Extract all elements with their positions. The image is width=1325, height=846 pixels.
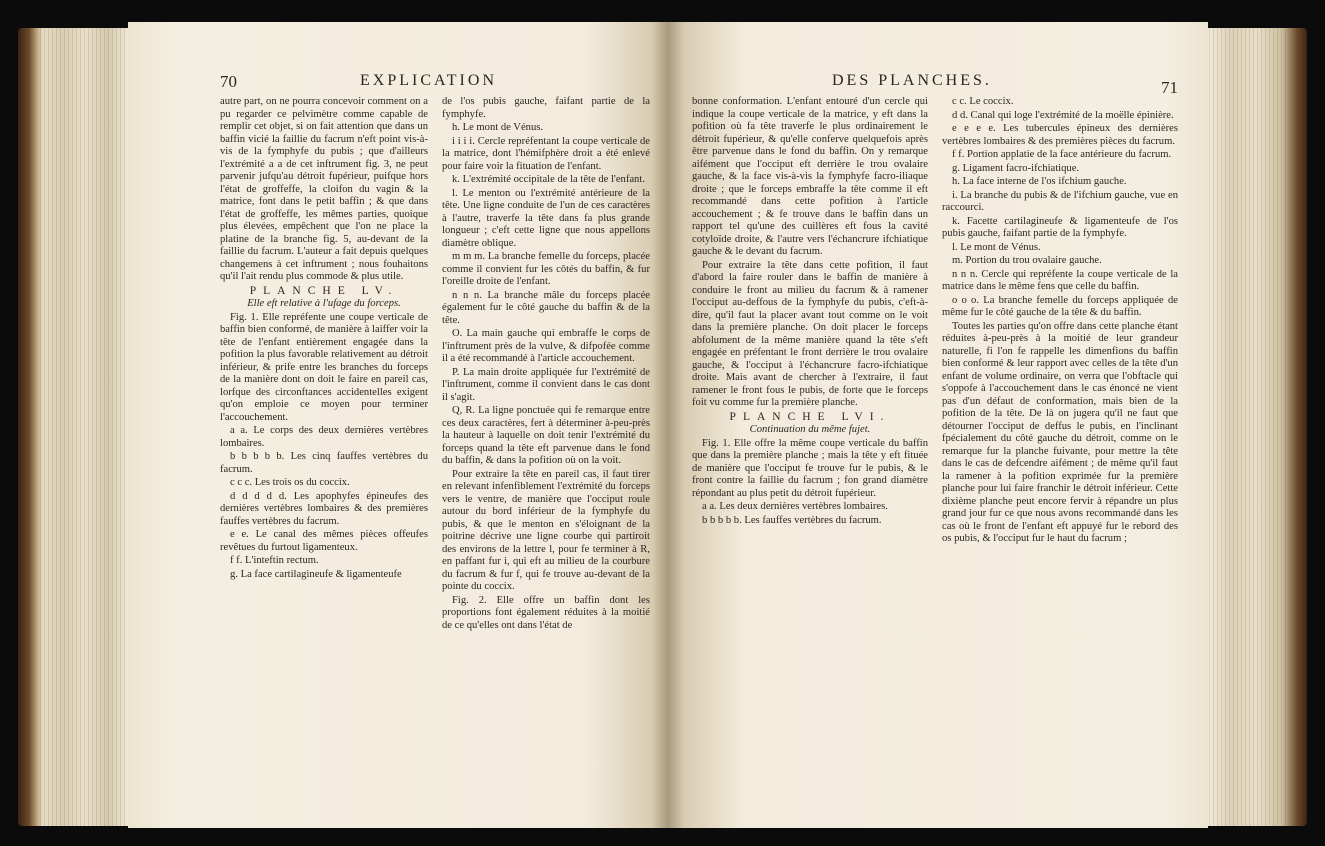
legend-entry: h. Le mont de Vénus.	[452, 122, 544, 133]
legend-entry: c c. Le coccix.	[952, 96, 1014, 107]
legend-entry: Q, R. La ligne ponctuée qui fe remarque entre ces deux caractères, fert à déterminer à-peu-près la hauteur à laquelle on doit tenir l'extrémité du forceps quand la tête eft parvenue dans le fond du baffin, & dans la pofition où on la voit.	[442, 405, 650, 466]
legend-entry: c c c. Les trois os du coccix.	[230, 477, 350, 488]
left-running-title: EXPLICATION	[360, 72, 497, 89]
legend-entry: e e e e. Les tubercules épineux des dernières vertèbres lombaires & des premières pièces du facrum.	[942, 123, 1178, 147]
legend-entry: l. Le mont de Vénus.	[952, 241, 1041, 253]
legend-entry: n n n. Cercle qui repréfente la coupe verticale de la matrice dans le même fens que celle du baffin.	[942, 268, 1178, 292]
legend-entry: e e. Le canal des mêmes pièces offeufes revêtues du furtout ligamenteux.	[220, 529, 428, 553]
right-page	[668, 22, 1208, 828]
paragraph: Fig. 2. Elle offre un baffin dont les proportions font également réduites à la moitié de ce qu'elles ont dans l'état de	[442, 594, 650, 631]
paragraph: Toutes les parties qu'on offre dans cette planche étant réduites à-peu-près à la moitié de leur grandeur naturelle, fi l'on fe rappelle les dimenfions du baffin bien conformé & leur rapport avec celles de la tête d'un enfant de volume ordinaire, on verra que l'obftacle qui s'oppofe à l'accouchement dans le cas énoncé ne vient pas d'un défaut de conformation, mais bien de la pofition de la tête. De là on jugera qu'il ne faut que détourner l'occiput de deffus le pubis, en l'inclinant fpécialement du côté gauche du détroit, comme on le remarque fur la planche fuivante, pour mettre la tête dans le cas de defcendre aifément ; de même qu'il faut la ramener à la pofition exprimée fur la première planche pour lui faire franchir le détroit inférieur. Cette dixième planche peut encore fervir à répandre un plus grand jour fur ce que nous avons recommandé dans les cas où le front de l'enfant eft appuyé fur le rebord des os pubis, & l'occiput fur le haut du facrum ;	[942, 320, 1178, 544]
legend-entry: O. La main gauche qui embraffe le corps de l'inftrument près de la vulve, & difpofée comme il a été recommandé à l'article accouchement.	[442, 328, 650, 364]
legend-entry: b b b b b. Les cinq fauffes vertèbres du facrum.	[220, 451, 428, 475]
legend-entry: b b b b b. Les fauffes vertèbres du facrum.	[702, 514, 882, 526]
legend-entry: i. La branche du pubis & de l'ifchium gauche, vue en raccourci.	[942, 189, 1178, 213]
legend-entry: a a. Les deux dernières vertèbres lombaires.	[702, 501, 888, 512]
left-page-number: 70	[220, 72, 237, 91]
legend-entry: a a. Le corps des deux dernières vertèbres lombaires.	[220, 425, 428, 449]
paragraph: Pour extraire la tête en pareil cas, il faut tirer en relevant infenfiblement l'extrémité du forceps vers le ventre, de manière que l'occiput roule autour du bord inférieur de la fymphyfe du pubis, & que le menton en s'éloignant de la poitrine décrive une ligne courbe qui partiroit des environs de la lettre l, pour fe terminer à R, en paffant fur i, qui eft au milieu de la courbure du facrum & fur f, qui fe trouve au-devant de la pointe du coccix.	[442, 468, 650, 592]
book-edge-right	[1207, 28, 1307, 826]
legend-entry: g. La face cartilagineufe & ligamenteufe	[230, 568, 402, 580]
legend-entry: i i i i. Cercle repréfentant la coupe verticale de la matrice, dont l'hémifphère droit a été enlevé pour faire voir la fituation de l'enfant.	[442, 135, 650, 172]
paragraph: Fig. 1. Elle offre la même coupe verticale du baffin que dans la première planche ; mais la tête y eft fituée de manière que l'occiput fe trouve fur le pubis, & le front contre la faillie du facrum ; fon grand diamètre répondant au plus petit du détroit fupérieur.	[692, 437, 928, 499]
right-column-1	[692, 96, 928, 716]
paragraph: Fig. 1. Elle repréfente une coupe verticale de baffin bien conformé, de manière à laiffer voir la tête de l'enfant entièrement engagée dans la pofition la plus favorable relativement au détroit inférieur, & prife entre les branches du forceps de la manière dont on doit le faire en pareil cas, lorfque des circonftances accidentelles exigent qu'on emploie ce moyen pour terminer l'accouchement.	[220, 311, 428, 423]
left-page	[128, 22, 668, 828]
plate-subtitle: Elle eft relative à l'ufage du forceps.	[247, 298, 401, 309]
legend-entry: n n n. La branche mâle du forceps placée également fur le côté gauche du baffin & de la tête.	[442, 289, 650, 326]
right-column-2	[942, 96, 1178, 716]
legend-entry: m m m. La branche femelle du forceps, placée comme il convient fur les côtés du baffin, & fur l'oreille droite de l'enfant.	[442, 251, 650, 287]
legend-entry: d d d d d. Les apophyfes épineufes des dernières vertèbres lombaires & des premières fauffes vertèbres du facrum.	[220, 490, 428, 527]
legend-entry: h. La face interne de l'os ifchium gauche.	[952, 176, 1127, 187]
left-column-1	[220, 96, 428, 716]
right-running-head	[692, 72, 1178, 97]
legend-entry: f f. Portion applatie de la face antérieure du facrum.	[952, 149, 1172, 160]
left-running-head	[220, 72, 650, 92]
legend-entry: d d. Canal qui loge l'extrémité de la moëlle épinière.	[952, 109, 1174, 121]
legend-entry: g. Ligament facro-ifchiatique.	[952, 162, 1080, 174]
plate-heading: PLANCHE LV.	[249, 284, 399, 297]
legend-entry: o o o. La branche femelle du forceps appliquée de même fur le côté gauche de la tête & du baffin.	[942, 294, 1178, 318]
plate-heading: PLANCHE LVI.	[729, 410, 891, 423]
right-running-title: DES PLANCHES.	[832, 72, 992, 89]
paragraph: bonne conformation. L'enfant entouré d'un cercle qui indique la coupe verticale de la matrice, y eft dans la pofition où fa tête traverfe le plus ordinairement le détroit fupérieur, & qu'elle conferve quelquefois après être parvenue dans le fond du baffin. On y remarque aifément que l'occiput eft derrière le trou ovalaire gauche, & la face vis-à-vis la fymphyfe facro-iliaque droite ; que le forceps embraffe la tête comme il eft recommandé dans cette pofition à l'article accouchement ; & fe trouve dans le baffin dans un rapport tel qu'une des cuillères eft fous la cavité cotyloïde droite, & l'autre vers l'échancrure ifchiatique gauche & le devant du facrum.	[692, 96, 928, 257]
paragraph: Pour extraire la tête dans cette pofition, il faut d'abord la faire rouler dans le baffin de manière à conduire le front au milieu du facrum & à ramener l'occiput au-deffous de la fymphyfe du pubis, c'eft-à-dire, qu'il faut la placer avant tout comme on le voit dans la première planche. On doit placer le forceps abfolument de la même manière quand la tête s'eft engagée en préfentant le front derrière le trou ovalaire gauche, & l'occiput à l'échancrure facro-ifchiatique droite. Mais avant de chercher à l'extraire, il faut ramener le front fous le pubis, de forte que le forceps foit vu comme fur la première planche.	[692, 259, 928, 408]
left-column-2	[442, 96, 650, 716]
legend-entry: f f. L'inteftin rectum.	[230, 555, 319, 566]
plate-subtitle: Continuation du même fujet.	[749, 424, 871, 435]
legend-entry: m. Portion du trou ovalaire gauche.	[952, 255, 1102, 266]
legend-entry: l. Le menton ou l'extrémité antérieure de la tête. Une ligne conduite de l'un de ces caractères à l'autre, traverfe la tête dans fa plus grande longueur ; c'eft cette ligne que nous appellons diamètre oblique.	[442, 187, 650, 249]
legend-entry: de l'os pubis gauche, faifant partie de la fymphyfe.	[442, 96, 650, 120]
legend-entry: k. Facette cartilagineufe & ligamenteufe de l'os pubis gauche, faifant partie de la fymphyfe.	[942, 215, 1178, 239]
book-edge-left	[18, 28, 130, 826]
paragraph: autre part, on ne pourra concevoir comment on a pu regarder ce pelvimètre comme capable de remplir cet objet, si on fait attention que dans un baffin vicié la faillie du facrum n'eft point vis-à-vis de la fymphyfe du pubis ; que d'ailleurs l'extrémité a a de cet inftrument fig. 3, ne peut parvenir jufqu'au détroit fupérieur, puifque hors l'état de groffeffe, la cloifon du vagin & la matrice, font dans le petit baffin ; & que dans l'état de groffeffe, les mêmes parties, quoique plus élevées, empêchent que l'on ne place la platine de la branche fig. 5, au-devant de la faillie du facrum. L'auteur a fait depuis quelques changemens à cet inftrument ; nous fouhaitons qu'il l'ait rendu plus commode & plus utile.	[220, 96, 428, 282]
legend-entry: k. L'extrémité occipitale de la tête de l'enfant.	[452, 174, 645, 185]
right-page-number: 71	[1161, 78, 1178, 97]
legend-entry: P. La main droite appliquée fur l'extrémité de l'inftrument, comme il convient dans le cas dont il s'agit.	[442, 366, 650, 403]
